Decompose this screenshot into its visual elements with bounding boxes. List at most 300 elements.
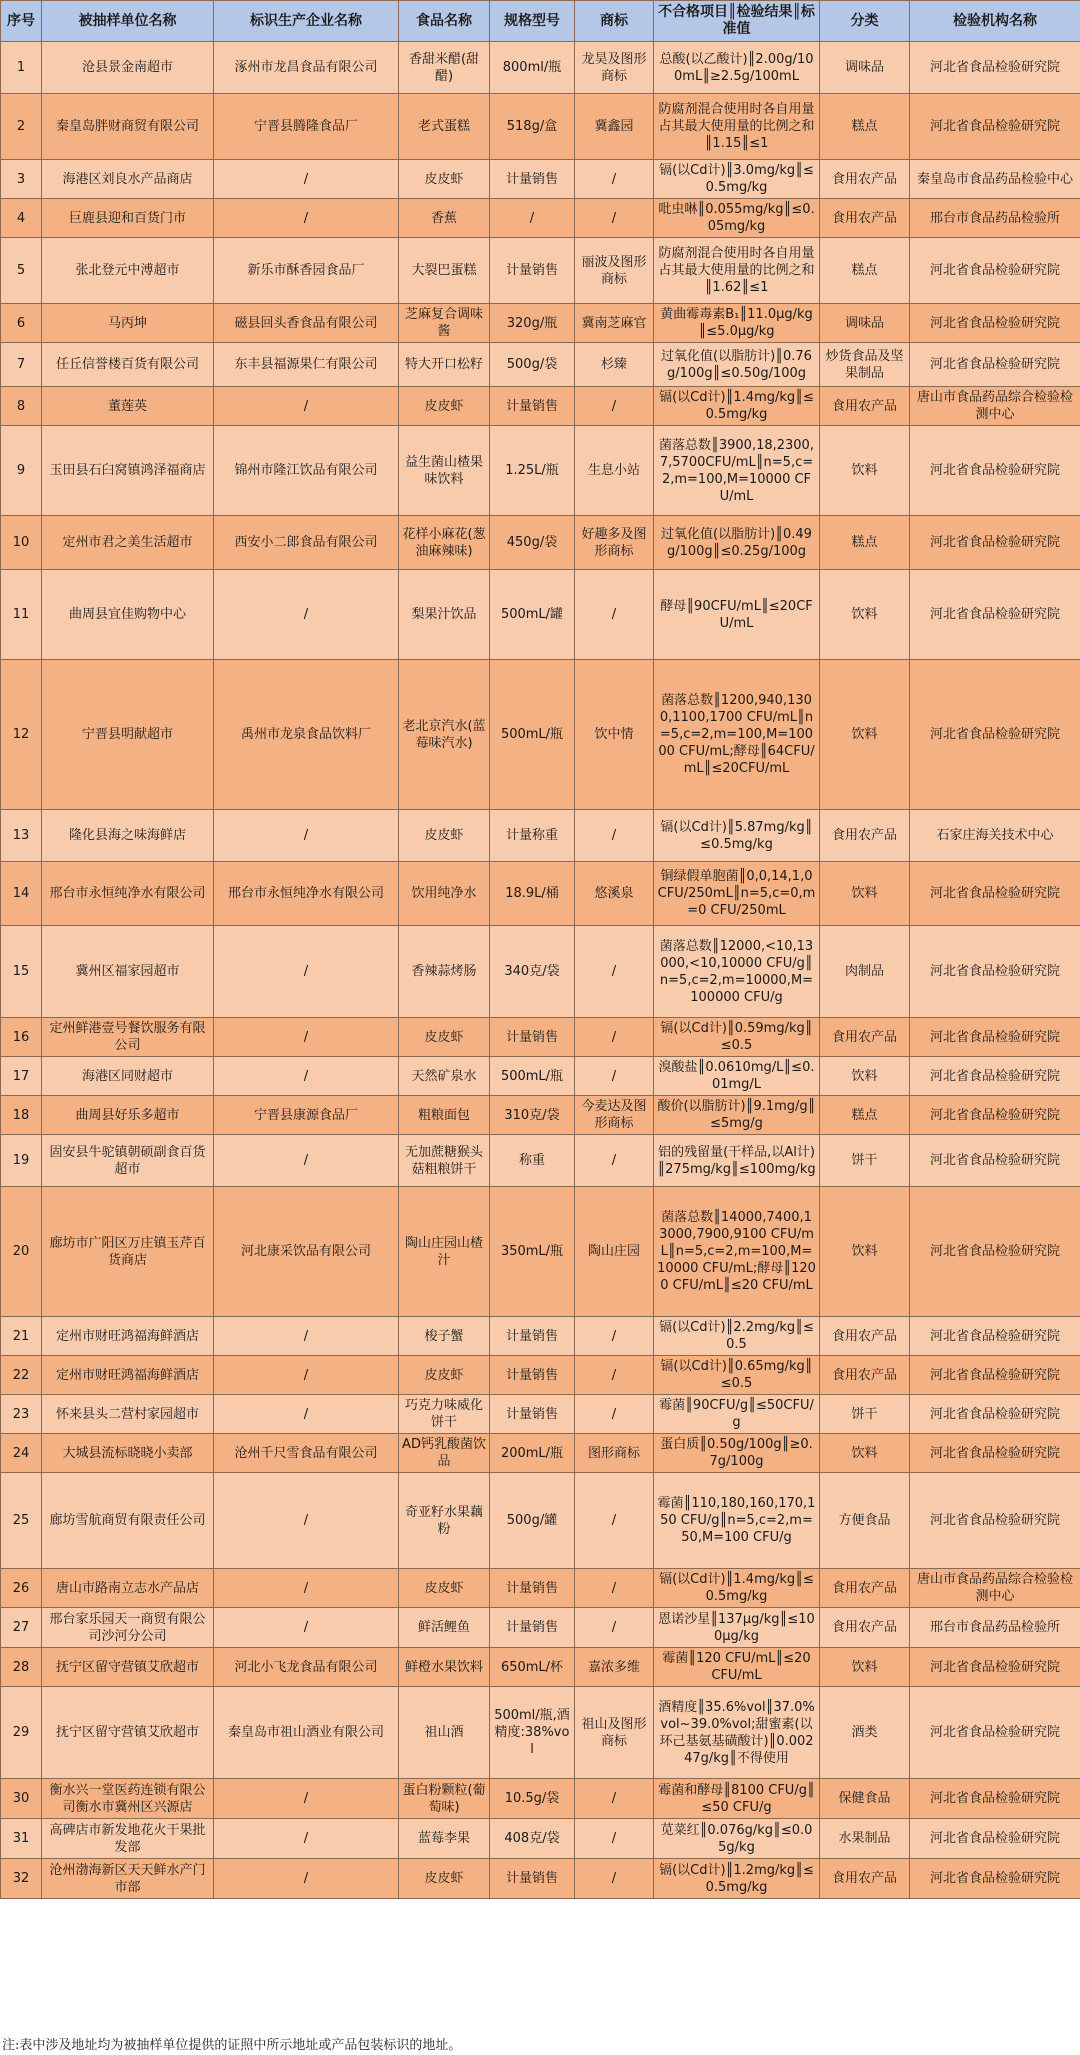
cell-sampled-unit: 冀州区福家园超市	[42, 926, 214, 1018]
cell-category: 糕点	[820, 516, 910, 570]
cell-index: 7	[1, 343, 42, 387]
cell-food-name: 皮皮虾	[399, 387, 490, 426]
cell-index: 19	[1, 1135, 42, 1187]
cell-lab: 河北省食品检验研究院	[910, 1187, 1080, 1317]
col-header-spec: 规格型号	[490, 1, 575, 42]
table-row	[1, 387, 1080, 426]
table-row	[1, 1859, 1080, 1899]
cell-lab: 河北省食品检验研究院	[910, 94, 1080, 160]
cell-trademark: /	[575, 1018, 654, 1057]
cell-spec: 500mL/瓶	[490, 660, 575, 810]
cell-result: 过氧化值(以脂肪计)║0.49g/100g║≤0.25g/100g	[654, 516, 820, 570]
cell-index: 12	[1, 660, 42, 810]
cell-category: 方便食品	[820, 1473, 910, 1569]
cell-category: 调味品	[820, 42, 910, 94]
cell-category: 食用农产品	[820, 1018, 910, 1057]
cell-food-name: 老北京汽水(蓝莓味汽水)	[399, 660, 490, 810]
cell-manufacturer: /	[214, 1859, 399, 1899]
cell-sampled-unit: 隆化县海之味海鲜店	[42, 810, 214, 862]
cell-trademark: 图形商标	[575, 1434, 654, 1473]
cell-spec: 800ml/瓶	[490, 42, 575, 94]
table-row	[1, 1356, 1080, 1395]
cell-category: 食用农产品	[820, 1356, 910, 1395]
cell-spec: 200mL/瓶	[490, 1434, 575, 1473]
cell-lab: 河北省食品检验研究院	[910, 862, 1080, 926]
cell-sampled-unit: 邢台市永恒纯净水有限公司	[42, 862, 214, 926]
cell-result: 菌落总数║14000,7400,13000,7900,9100 CFU/mL║n=5,c=2,m=100,M=10000 CFU/mL;酵母║1200 CFU/mL║≤20 CFU/mL	[654, 1187, 820, 1317]
cell-manufacturer: /	[214, 1317, 399, 1356]
cell-result: 镉(以Cd计)║3.0mg/kg║≤0.5mg/kg	[654, 160, 820, 199]
cell-category: 饮料	[820, 660, 910, 810]
table-row	[1, 160, 1080, 199]
cell-trademark: /	[575, 1608, 654, 1648]
cell-category: 饼干	[820, 1395, 910, 1434]
cell-spec: 计量销售	[490, 1317, 575, 1356]
cell-category: 饼干	[820, 1135, 910, 1187]
cell-index: 6	[1, 304, 42, 343]
cell-food-name: 梭子蟹	[399, 1317, 490, 1356]
cell-trademark: 冀鑫园	[575, 94, 654, 160]
cell-result: 霉菌║90CFU/g║≤50CFU/g	[654, 1395, 820, 1434]
table-row	[1, 570, 1080, 660]
cell-lab: 河北省食品检验研究院	[910, 1687, 1080, 1779]
cell-result: 镉(以Cd计)║1.4mg/kg║≤0.5mg/kg	[654, 1569, 820, 1608]
cell-category: 饮料	[820, 1434, 910, 1473]
cell-lab: 邢台市食品药品检验所	[910, 1608, 1080, 1648]
cell-spec: 计量销售	[490, 1356, 575, 1395]
cell-category: 糕点	[820, 238, 910, 304]
cell-lab: 河北省食品检验研究院	[910, 1648, 1080, 1687]
table-row	[1, 1096, 1080, 1135]
cell-manufacturer: /	[214, 1135, 399, 1187]
cell-category: 调味品	[820, 304, 910, 343]
cell-lab: 河北省食品检验研究院	[910, 304, 1080, 343]
cell-food-name: 大裂巴蛋糕	[399, 238, 490, 304]
cell-sampled-unit: 定州市财旺鸿福海鲜酒店	[42, 1356, 214, 1395]
cell-index: 4	[1, 199, 42, 238]
cell-sampled-unit: 宁晋县明献超市	[42, 660, 214, 810]
cell-result: 铝的残留量(干样品,以Al计)║275mg/kg║≤100mg/kg	[654, 1135, 820, 1187]
cell-index: 17	[1, 1057, 42, 1096]
table-row	[1, 343, 1080, 387]
cell-lab: 河北省食品检验研究院	[910, 1779, 1080, 1819]
cell-manufacturer: /	[214, 1057, 399, 1096]
cell-category: 饮料	[820, 570, 910, 660]
cell-index: 18	[1, 1096, 42, 1135]
cell-food-name: 巧克力味威化饼干	[399, 1395, 490, 1434]
cell-sampled-unit: 曲周县好乐多超市	[42, 1096, 214, 1135]
cell-index: 5	[1, 238, 42, 304]
cell-spec: 10.5g/袋	[490, 1779, 575, 1819]
cell-index: 10	[1, 516, 42, 570]
cell-category: 水果制品	[820, 1819, 910, 1859]
cell-result: 镉(以Cd计)║0.59mg/kg║≤0.5	[654, 1018, 820, 1057]
cell-manufacturer: /	[214, 1018, 399, 1057]
col-header-index: 序号	[1, 1, 42, 42]
cell-sampled-unit: 衡水兴一堂医药连锁有限公司衡水市冀州区兴源店	[42, 1779, 214, 1819]
cell-food-name: 香蕉	[399, 199, 490, 238]
cell-index: 27	[1, 1608, 42, 1648]
cell-category: 食用农产品	[820, 1608, 910, 1648]
cell-result: 镉(以Cd计)║0.65mg/kg║≤0.5	[654, 1356, 820, 1395]
cell-manufacturer: /	[214, 1356, 399, 1395]
cell-food-name: 天然矿泉水	[399, 1057, 490, 1096]
table-row	[1, 862, 1080, 926]
cell-lab: 河北省食品检验研究院	[910, 516, 1080, 570]
cell-category: 糕点	[820, 1096, 910, 1135]
cell-index: 26	[1, 1569, 42, 1608]
cell-index: 16	[1, 1018, 42, 1057]
cell-sampled-unit: 海港区刘良水产品商店	[42, 160, 214, 199]
cell-trademark: 龙昊及图形商标	[575, 42, 654, 94]
cell-food-name: 皮皮虾	[399, 1859, 490, 1899]
cell-manufacturer: /	[214, 160, 399, 199]
cell-lab: 河北省食品检验研究院	[910, 1317, 1080, 1356]
col-header-sampled-unit: 被抽样单位名称	[42, 1, 214, 42]
cell-sampled-unit: 高碑店市新发地花火干果批发部	[42, 1819, 214, 1859]
cell-manufacturer: 新乐市酥香园食品厂	[214, 238, 399, 304]
cell-food-name: 皮皮虾	[399, 160, 490, 199]
cell-food-name: 奇亚籽水果藕粉	[399, 1473, 490, 1569]
cell-spec: 340克/袋	[490, 926, 575, 1018]
cell-manufacturer: /	[214, 199, 399, 238]
cell-lab: 河北省食品检验研究院	[910, 1395, 1080, 1434]
cell-index: 22	[1, 1356, 42, 1395]
table-row	[1, 1057, 1080, 1096]
cell-trademark: /	[575, 1473, 654, 1569]
table-row	[1, 1819, 1080, 1859]
cell-spec: 500ml/瓶,酒精度:38%vol	[490, 1687, 575, 1779]
cell-result: 黄曲霉毒素B₁║11.0μg/kg║≤5.0μg/kg	[654, 304, 820, 343]
cell-result: 霉菌和酵母║8100 CFU/g║≤50 CFU/g	[654, 1779, 820, 1819]
table-row	[1, 516, 1080, 570]
cell-spec: 650mL/杯	[490, 1648, 575, 1687]
cell-lab: 河北省食品检验研究院	[910, 1135, 1080, 1187]
cell-spec: 计量称重	[490, 810, 575, 862]
cell-manufacturer: /	[214, 1819, 399, 1859]
cell-food-name: 皮皮虾	[399, 810, 490, 862]
cell-index: 14	[1, 862, 42, 926]
cell-category: 饮料	[820, 426, 910, 516]
cell-category: 酒类	[820, 1687, 910, 1779]
cell-category: 保健食品	[820, 1779, 910, 1819]
cell-sampled-unit: 定州市财旺鸿福海鲜酒店	[42, 1317, 214, 1356]
cell-trademark: 嘉浓多维	[575, 1648, 654, 1687]
cell-result: 铜绿假单胞菌║0,0,14,1,0 CFU/250mL║n=5,c=0,m=0 CFU/250mL	[654, 862, 820, 926]
cell-lab: 河北省食品检验研究院	[910, 1096, 1080, 1135]
cell-spec: 计量销售	[490, 387, 575, 426]
cell-result: 总酸(以乙酸计)║2.00g/100mL║≥2.5g/100mL	[654, 42, 820, 94]
cell-index: 2	[1, 94, 42, 160]
cell-sampled-unit: 张北登元中溥超市	[42, 238, 214, 304]
cell-category: 食用农产品	[820, 160, 910, 199]
cell-category: 食用农产品	[820, 1859, 910, 1899]
cell-index: 15	[1, 926, 42, 1018]
cell-trademark: /	[575, 160, 654, 199]
cell-index: 24	[1, 1434, 42, 1473]
cell-index: 9	[1, 426, 42, 516]
cell-spec: 500g/罐	[490, 1473, 575, 1569]
cell-category: 饮料	[820, 862, 910, 926]
cell-trademark: 生息小站	[575, 426, 654, 516]
table-row	[1, 1317, 1080, 1356]
cell-lab: 河北省食品检验研究院	[910, 1473, 1080, 1569]
table-row	[1, 1779, 1080, 1819]
table-row	[1, 1648, 1080, 1687]
cell-spec: 计量销售	[490, 1859, 575, 1899]
cell-index: 29	[1, 1687, 42, 1779]
cell-manufacturer: 涿州市龙昌食品有限公司	[214, 42, 399, 94]
cell-trademark: /	[575, 810, 654, 862]
cell-trademark: 今麦达及图形商标	[575, 1096, 654, 1135]
cell-result: 酒精度║35.6%vol║37.0%vol~39.0%vol;甜蜜素(以环己基氨基磺酸计)║0.00247g/kg║不得使用	[654, 1687, 820, 1779]
cell-category: 饮料	[820, 1057, 910, 1096]
cell-manufacturer: 磁县回头香食品有限公司	[214, 304, 399, 343]
table-row	[1, 238, 1080, 304]
cell-index: 3	[1, 160, 42, 199]
cell-lab: 河北省食品检验研究院	[910, 926, 1080, 1018]
cell-sampled-unit: 唐山市路南立志水产品店	[42, 1569, 214, 1608]
cell-trademark: /	[575, 1356, 654, 1395]
cell-spec: 18.9L/桶	[490, 862, 575, 926]
cell-spec: 310克/袋	[490, 1096, 575, 1135]
cell-spec: 450g/袋	[490, 516, 575, 570]
cell-spec: 320g/瓶	[490, 304, 575, 343]
cell-food-name: 花样小麻花(葱油麻辣味)	[399, 516, 490, 570]
table-row	[1, 926, 1080, 1018]
cell-index: 30	[1, 1779, 42, 1819]
cell-trademark: /	[575, 926, 654, 1018]
cell-trademark: /	[575, 1859, 654, 1899]
cell-sampled-unit: 玉田县石臼窝镇鸿泽福商店	[42, 426, 214, 516]
cell-spec: 408克/袋	[490, 1819, 575, 1859]
cell-category: 食用农产品	[820, 387, 910, 426]
cell-lab: 秦皇岛市食品药品检验中心	[910, 160, 1080, 199]
cell-manufacturer: 河北康采饮品有限公司	[214, 1187, 399, 1317]
cell-food-name: 鲜橙水果饮料	[399, 1648, 490, 1687]
cell-food-name: 皮皮虾	[399, 1569, 490, 1608]
cell-category: 食用农产品	[820, 810, 910, 862]
cell-food-name: 香辣蒜烤肠	[399, 926, 490, 1018]
table-row	[1, 426, 1080, 516]
cell-trademark: /	[575, 1779, 654, 1819]
cell-index: 23	[1, 1395, 42, 1434]
cell-trademark: 陶山庄园	[575, 1187, 654, 1317]
cell-index: 8	[1, 387, 42, 426]
cell-sampled-unit: 定州市君之美生活超市	[42, 516, 214, 570]
cell-category: 食用农产品	[820, 1317, 910, 1356]
cell-result: 镉(以Cd计)║1.4mg/kg║≤0.5mg/kg	[654, 387, 820, 426]
table-row	[1, 1569, 1080, 1608]
cell-sampled-unit: 沧县景金南超市	[42, 42, 214, 94]
footnote: 注:表中涉及地址均为被抽样单位提供的证照中所示地址或产品包装标识的地址。	[2, 2038, 462, 2053]
cell-lab: 河北省食品检验研究院	[910, 1819, 1080, 1859]
col-header-trademark: 商标	[575, 1, 654, 42]
cell-sampled-unit: 抚宁区留守营镇艾欣超市	[42, 1687, 214, 1779]
cell-sampled-unit: 马丙坤	[42, 304, 214, 343]
cell-trademark: 好趣多及图形商标	[575, 516, 654, 570]
cell-manufacturer: /	[214, 926, 399, 1018]
cell-spec: 350mL/瓶	[490, 1187, 575, 1317]
cell-result: 蛋白质║0.50g/100g║≥0.7g/100g	[654, 1434, 820, 1473]
cell-manufacturer: 西安小二郎食品有限公司	[214, 516, 399, 570]
cell-result: 菌落总数║3900,18,2300,7,5700CFU/mL║n=5,c=2,m=100,M=10000 CFU/mL	[654, 426, 820, 516]
cell-sampled-unit: 任丘信誉楼百货有限公司	[42, 343, 214, 387]
cell-sampled-unit: 怀来县头二营村家园超市	[42, 1395, 214, 1434]
cell-result: 镉(以Cd计)║1.2mg/kg║≤0.5mg/kg	[654, 1859, 820, 1899]
cell-spec: 1.25L/瓶	[490, 426, 575, 516]
cell-category: 饮料	[820, 1648, 910, 1687]
cell-lab: 河北省食品检验研究院	[910, 238, 1080, 304]
col-header-manufacturer: 标识生产企业名称	[214, 1, 399, 42]
cell-lab: 河北省食品检验研究院	[910, 1434, 1080, 1473]
cell-category: 糕点	[820, 94, 910, 160]
cell-food-name: 皮皮虾	[399, 1018, 490, 1057]
table-header-row	[1, 1, 1080, 42]
cell-manufacturer: /	[214, 387, 399, 426]
cell-food-name: 蛋白粉颗粒(葡萄味)	[399, 1779, 490, 1819]
cell-trademark: /	[575, 1317, 654, 1356]
cell-result: 恩诺沙星║137μg/kg║≤100μg/kg	[654, 1608, 820, 1648]
cell-sampled-unit: 抚宁区留守营镇艾欣超市	[42, 1648, 214, 1687]
col-header-food-name: 食品名称	[399, 1, 490, 42]
cell-food-name: 芝麻复合调味酱	[399, 304, 490, 343]
cell-sampled-unit: 廊坊市广阳区万庄镇玉芹百货商店	[42, 1187, 214, 1317]
cell-manufacturer: 禹州市龙泉食品饮料厂	[214, 660, 399, 810]
cell-index: 28	[1, 1648, 42, 1687]
cell-food-name: 特大开口松籽	[399, 343, 490, 387]
cell-spec: 500g/袋	[490, 343, 575, 387]
col-header-result: 不合格项目║检验结果║标准值	[654, 1, 820, 42]
cell-trademark: /	[575, 570, 654, 660]
cell-result: 酸价(以脂肪计)║9.1mg/g║≤5mg/g	[654, 1096, 820, 1135]
table-row	[1, 1018, 1080, 1057]
table-row	[1, 1135, 1080, 1187]
cell-index: 25	[1, 1473, 42, 1569]
table-row	[1, 42, 1080, 94]
cell-spec: 518g/盒	[490, 94, 575, 160]
cell-manufacturer: 沧州千尺雪食品有限公司	[214, 1434, 399, 1473]
cell-sampled-unit: 巨鹿县迎和百货门市	[42, 199, 214, 238]
cell-lab: 河北省食品检验研究院	[910, 1859, 1080, 1899]
table-row	[1, 1687, 1080, 1779]
cell-spec: 计量销售	[490, 1395, 575, 1434]
cell-index: 13	[1, 810, 42, 862]
cell-lab: 河北省食品检验研究院	[910, 660, 1080, 810]
cell-trademark: 杉臻	[575, 343, 654, 387]
cell-result: 吡虫啉║0.055mg/kg║≤0.05mg/kg	[654, 199, 820, 238]
cell-trademark: /	[575, 1569, 654, 1608]
cell-food-name: AD钙乳酸菌饮品	[399, 1434, 490, 1473]
cell-category: 炒货食品及坚果制品	[820, 343, 910, 387]
cell-spec: 计量销售	[490, 1608, 575, 1648]
cell-sampled-unit: 海港区同财超市	[42, 1057, 214, 1096]
cell-food-name: 皮皮虾	[399, 1356, 490, 1395]
cell-category: 食用农产品	[820, 199, 910, 238]
cell-manufacturer: /	[214, 810, 399, 862]
cell-index: 20	[1, 1187, 42, 1317]
cell-sampled-unit: 秦皇岛胖财商贸有限公司	[42, 94, 214, 160]
table-row	[1, 810, 1080, 862]
cell-lab: 河北省食品检验研究院	[910, 1018, 1080, 1057]
cell-food-name: 无加蔗糖猴头菇粗粮饼干	[399, 1135, 490, 1187]
cell-sampled-unit: 邢台家乐园天一商贸有限公司沙河分公司	[42, 1608, 214, 1648]
cell-food-name: 蓝莓李果	[399, 1819, 490, 1859]
table-row	[1, 1608, 1080, 1648]
cell-result: 酵母║90CFU/mL║≤20CFU/mL	[654, 570, 820, 660]
cell-index: 11	[1, 570, 42, 660]
table-row	[1, 1187, 1080, 1317]
cell-lab: 唐山市食品药品综合检验检测中心	[910, 1569, 1080, 1608]
cell-trademark: /	[575, 1135, 654, 1187]
cell-index: 32	[1, 1859, 42, 1899]
cell-spec: 计量销售	[490, 1018, 575, 1057]
cell-sampled-unit: 固安县牛驼镇朝硕副食百货超市	[42, 1135, 214, 1187]
col-header-category: 分类	[820, 1, 910, 42]
cell-result: 镉(以Cd计)║5.87mg/kg║≤0.5mg/kg	[654, 810, 820, 862]
cell-spec: /	[490, 199, 575, 238]
cell-manufacturer: 宁晋县腾隆食品厂	[214, 94, 399, 160]
cell-result: 苋菜红║0.076g/kg║≤0.05g/kg	[654, 1819, 820, 1859]
table-row	[1, 304, 1080, 343]
cell-manufacturer: 河北小飞龙食品有限公司	[214, 1648, 399, 1687]
cell-trademark: /	[575, 199, 654, 238]
table-row	[1, 1395, 1080, 1434]
cell-sampled-unit: 定州鲜港壹号餐饮服务有限公司	[42, 1018, 214, 1057]
cell-spec: 500mL/罐	[490, 570, 575, 660]
table-row	[1, 660, 1080, 810]
cell-manufacturer: /	[214, 1608, 399, 1648]
cell-lab: 河北省食品检验研究院	[910, 343, 1080, 387]
cell-food-name: 祖山酒	[399, 1687, 490, 1779]
cell-manufacturer: /	[214, 570, 399, 660]
cell-manufacturer: /	[214, 1569, 399, 1608]
cell-trademark: 饮中情	[575, 660, 654, 810]
cell-food-name: 益生菌山楂果味饮料	[399, 426, 490, 516]
cell-trademark: /	[575, 1057, 654, 1096]
cell-result: 过氧化值(以脂肪计)║0.76g/100g║≤0.50g/100g	[654, 343, 820, 387]
cell-trademark: 祖山及图形商标	[575, 1687, 654, 1779]
cell-lab: 河北省食品检验研究院	[910, 42, 1080, 94]
cell-sampled-unit: 大城县流标晓晓小卖部	[42, 1434, 214, 1473]
cell-manufacturer: /	[214, 1779, 399, 1819]
table-row	[1, 1434, 1080, 1473]
cell-result: 菌落总数║12000,<10,13000,<10,10000 CFU/g║n=5,c=2,m=10000,M=100000 CFU/g	[654, 926, 820, 1018]
cell-trademark: 悠溪泉	[575, 862, 654, 926]
cell-manufacturer: 邢台市永恒纯净水有限公司	[214, 862, 399, 926]
cell-lab: 河北省食品检验研究院	[910, 1356, 1080, 1395]
cell-sampled-unit: 廊坊雪航商贸有限责任公司	[42, 1473, 214, 1569]
cell-index: 31	[1, 1819, 42, 1859]
cell-food-name: 鲜活鲤鱼	[399, 1608, 490, 1648]
cell-manufacturer: /	[214, 1473, 399, 1569]
cell-manufacturer: 锦州市隆江饮品有限公司	[214, 426, 399, 516]
cell-result: 防腐剂混合使用时各自用量占其最大使用量的比例之和║1.62║≤1	[654, 238, 820, 304]
cell-food-name: 粗粮面包	[399, 1096, 490, 1135]
cell-category: 肉制品	[820, 926, 910, 1018]
cell-food-name: 梨果汁饮品	[399, 570, 490, 660]
cell-result: 防腐剂混合使用时各自用量占其最大使用量的比例之和║1.15║≤1	[654, 94, 820, 160]
cell-spec: 称重	[490, 1135, 575, 1187]
cell-manufacturer: /	[214, 1395, 399, 1434]
cell-index: 21	[1, 1317, 42, 1356]
cell-spec: 计量销售	[490, 160, 575, 199]
cell-index: 1	[1, 42, 42, 94]
cell-food-name: 饮用纯净水	[399, 862, 490, 926]
table-row	[1, 94, 1080, 160]
cell-trademark: 冀南芝麻官	[575, 304, 654, 343]
cell-category: 饮料	[820, 1187, 910, 1317]
